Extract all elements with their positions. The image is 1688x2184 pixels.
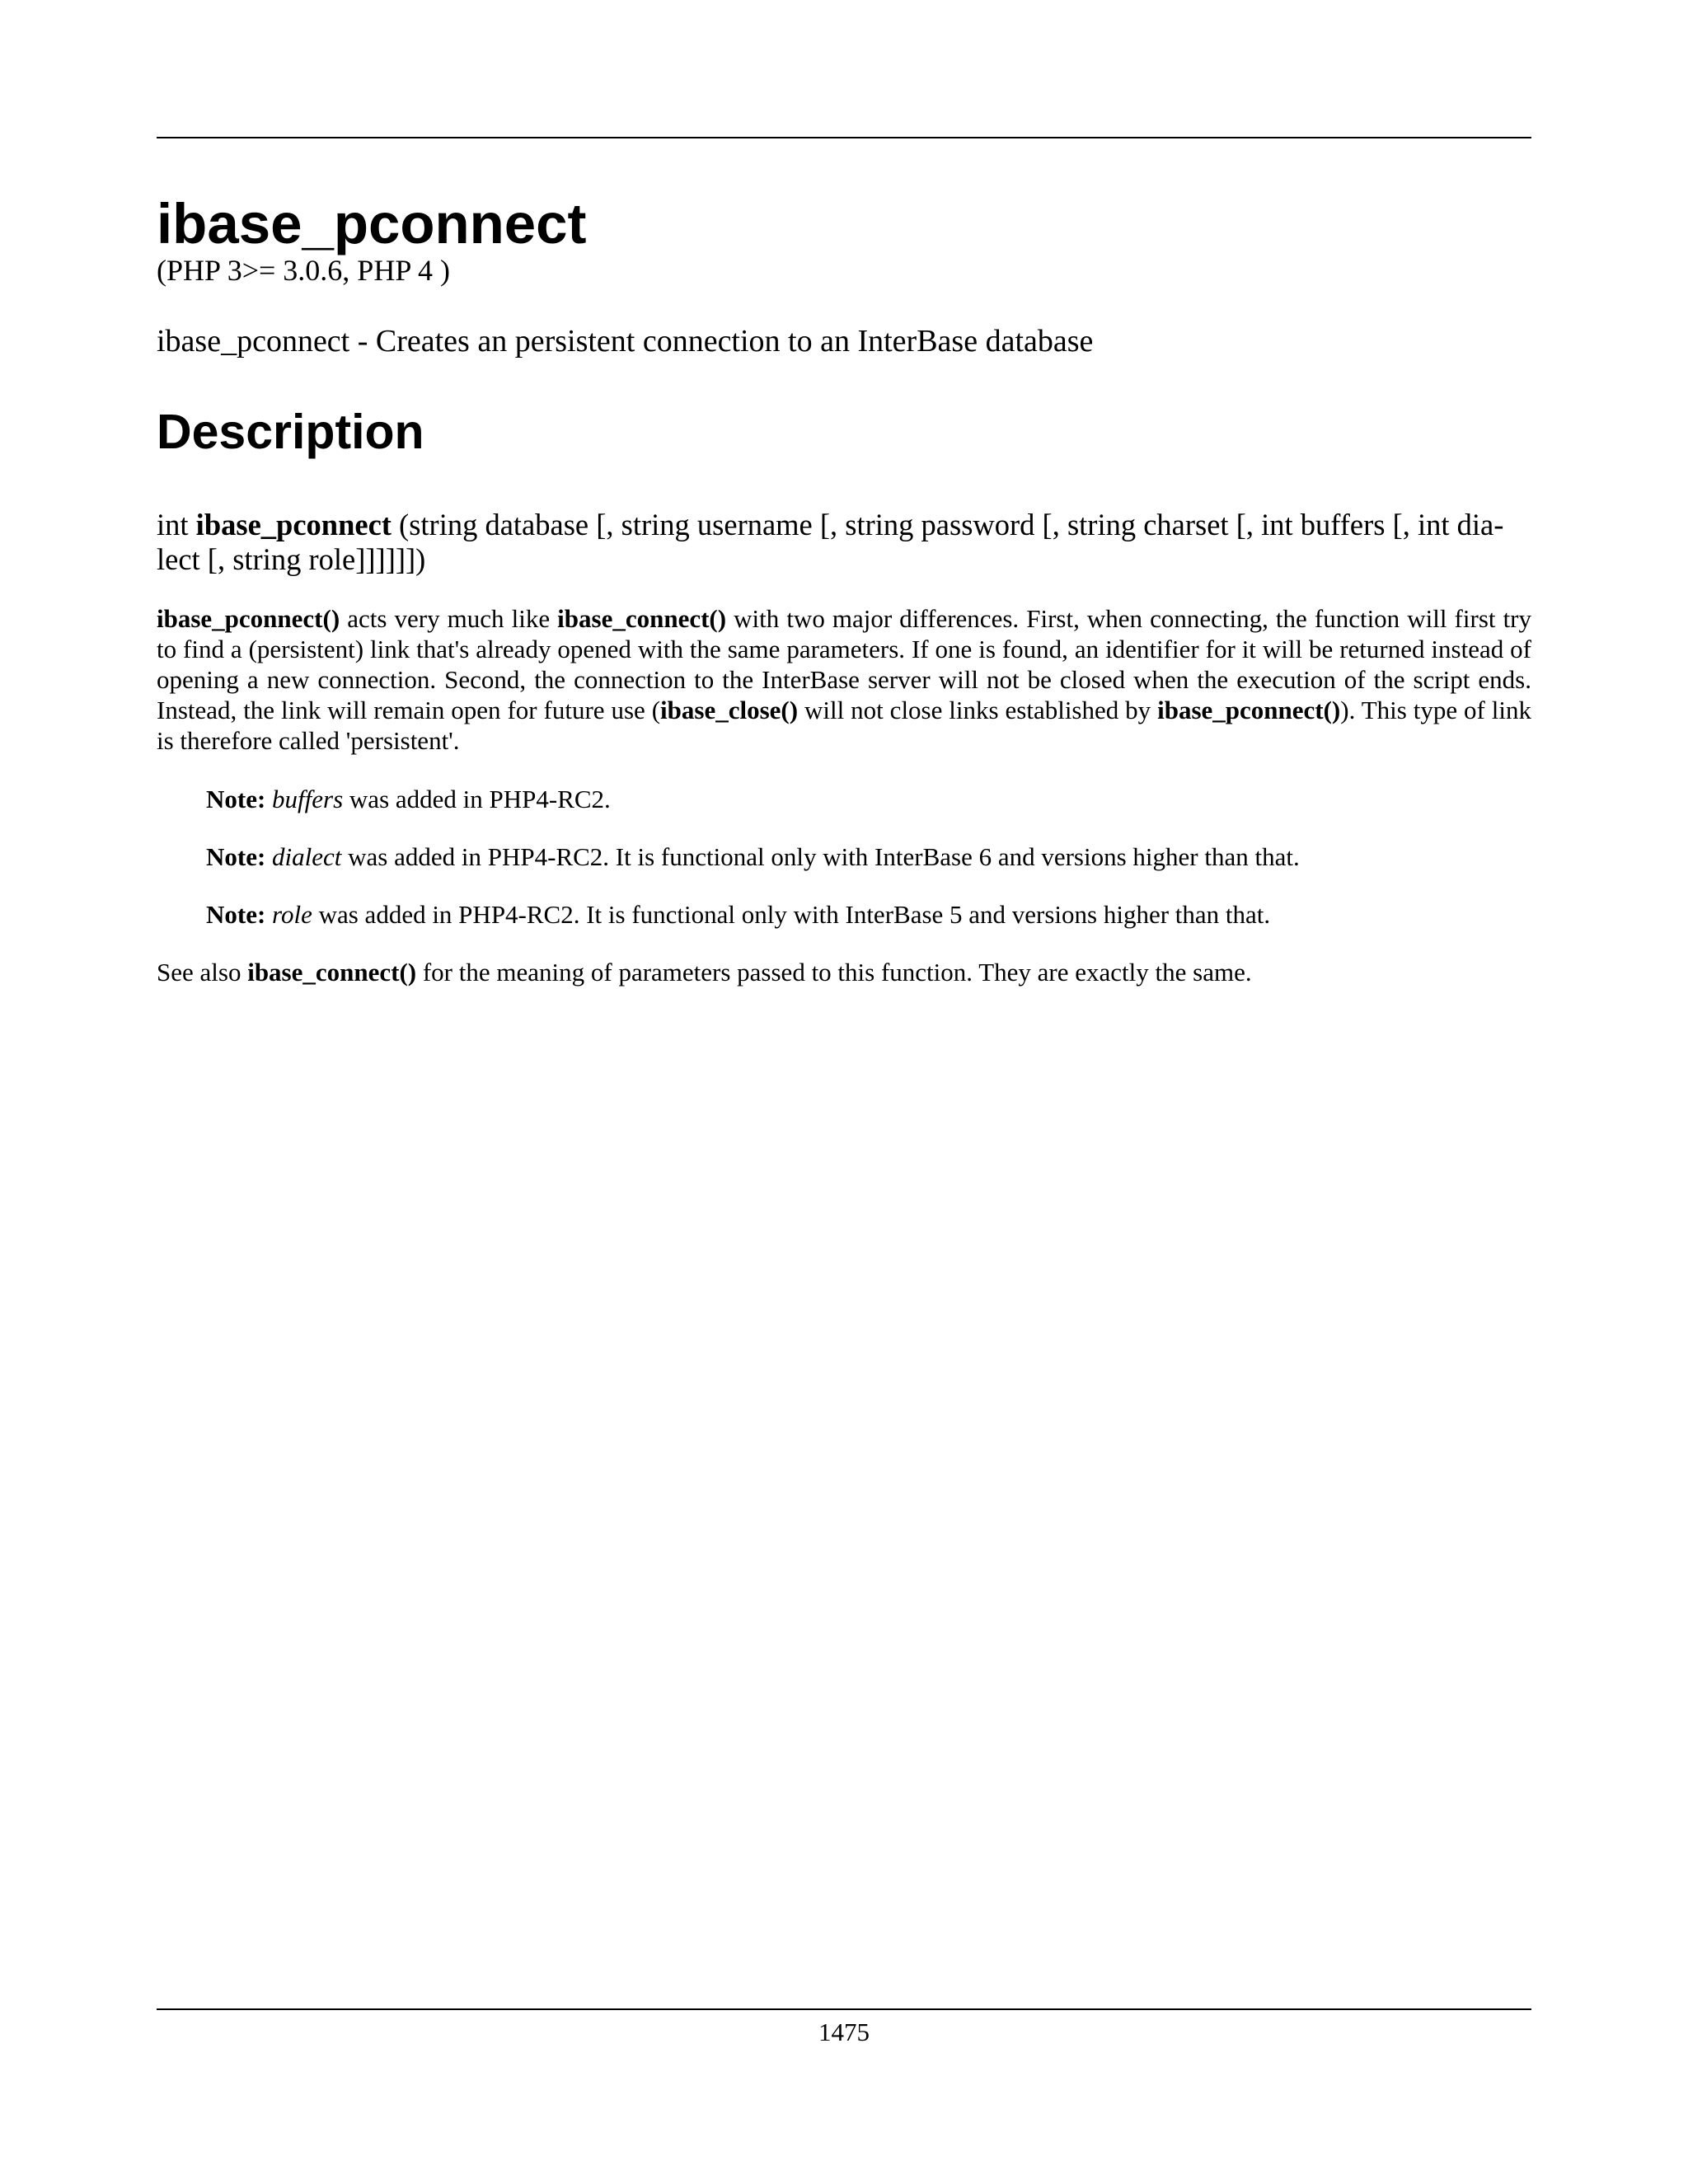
note-buffers — [206, 783, 1531, 816]
note-text: was added in PHP4-RC2. — [343, 785, 611, 813]
note-param: buffers — [272, 785, 344, 813]
php-version-info: (PHP 3>= 3.0.6, PHP 4 ) — [157, 254, 450, 287]
function-purpose: ibase_pconnect - Creates an persistent connection to an InterBase database — [157, 324, 1094, 359]
document-page — [157, 0, 1531, 2184]
description-heading: Description — [157, 405, 424, 459]
description-paragraph — [157, 603, 1531, 756]
see-also-text: See also — [157, 958, 248, 987]
function-ref-connect: ibase_connect() — [247, 958, 417, 987]
function-ref-connect: ibase_connect() — [557, 604, 727, 633]
synopsis-params-line1: (string database [, string username [, string password [, string charset [, int buffers [, int dia- — [391, 508, 1504, 541]
note-param: dialect — [272, 842, 342, 871]
synopsis-return-type: int — [157, 508, 196, 541]
note-role — [206, 898, 1531, 931]
note-dialect — [206, 841, 1531, 874]
paragraph-text: will not close links established by — [798, 696, 1158, 724]
synopsis-function-name: ibase_pconnect — [195, 508, 392, 541]
function-ref-close: ibase_close() — [660, 696, 799, 724]
function-ref-pconnect: ibase_pconnect() — [157, 604, 340, 633]
note-text: was added in PHP4-RC2. It is functional only with InterBase 5 and versions higher than that. — [312, 900, 1271, 929]
note-label: Note: — [206, 842, 266, 871]
function-synopsis — [157, 508, 1531, 577]
note-label: Note: — [206, 900, 266, 929]
footer-rule — [157, 2008, 1531, 2010]
page-number: 1475 — [818, 2018, 870, 2046]
function-title: ibase_pconnect — [157, 192, 587, 255]
synopsis-params-line2: lect [, string role]]]]]]) — [157, 542, 426, 576]
function-ref-pconnect: ibase_pconnect() — [1157, 696, 1341, 724]
see-also — [157, 956, 1252, 989]
note-text: was added in PHP4-RC2. It is functional only with InterBase 6 and versions higher than that. — [341, 842, 1300, 871]
header-rule — [157, 137, 1531, 138]
see-also-text: for the meaning of parameters passed to this function. They are exactly the same. — [416, 958, 1252, 987]
paragraph-text: with two major differences. First, when connecting, the function will first try to find a (persistent) link that's already opened with the same parameters. If one is found, an identifier for it will be returned instead of opening a new connection. Second, the connection to the InterBase server will not be closed when the execution of the script ends. Instead, the link will remain open for future use ( — [157, 604, 1531, 724]
paragraph-text: acts very much like — [340, 604, 558, 633]
note-label: Note: — [206, 785, 266, 813]
paragraph-text: ). This type of link is therefore called 'persistent'. — [157, 696, 1532, 755]
note-param: role — [272, 900, 312, 929]
